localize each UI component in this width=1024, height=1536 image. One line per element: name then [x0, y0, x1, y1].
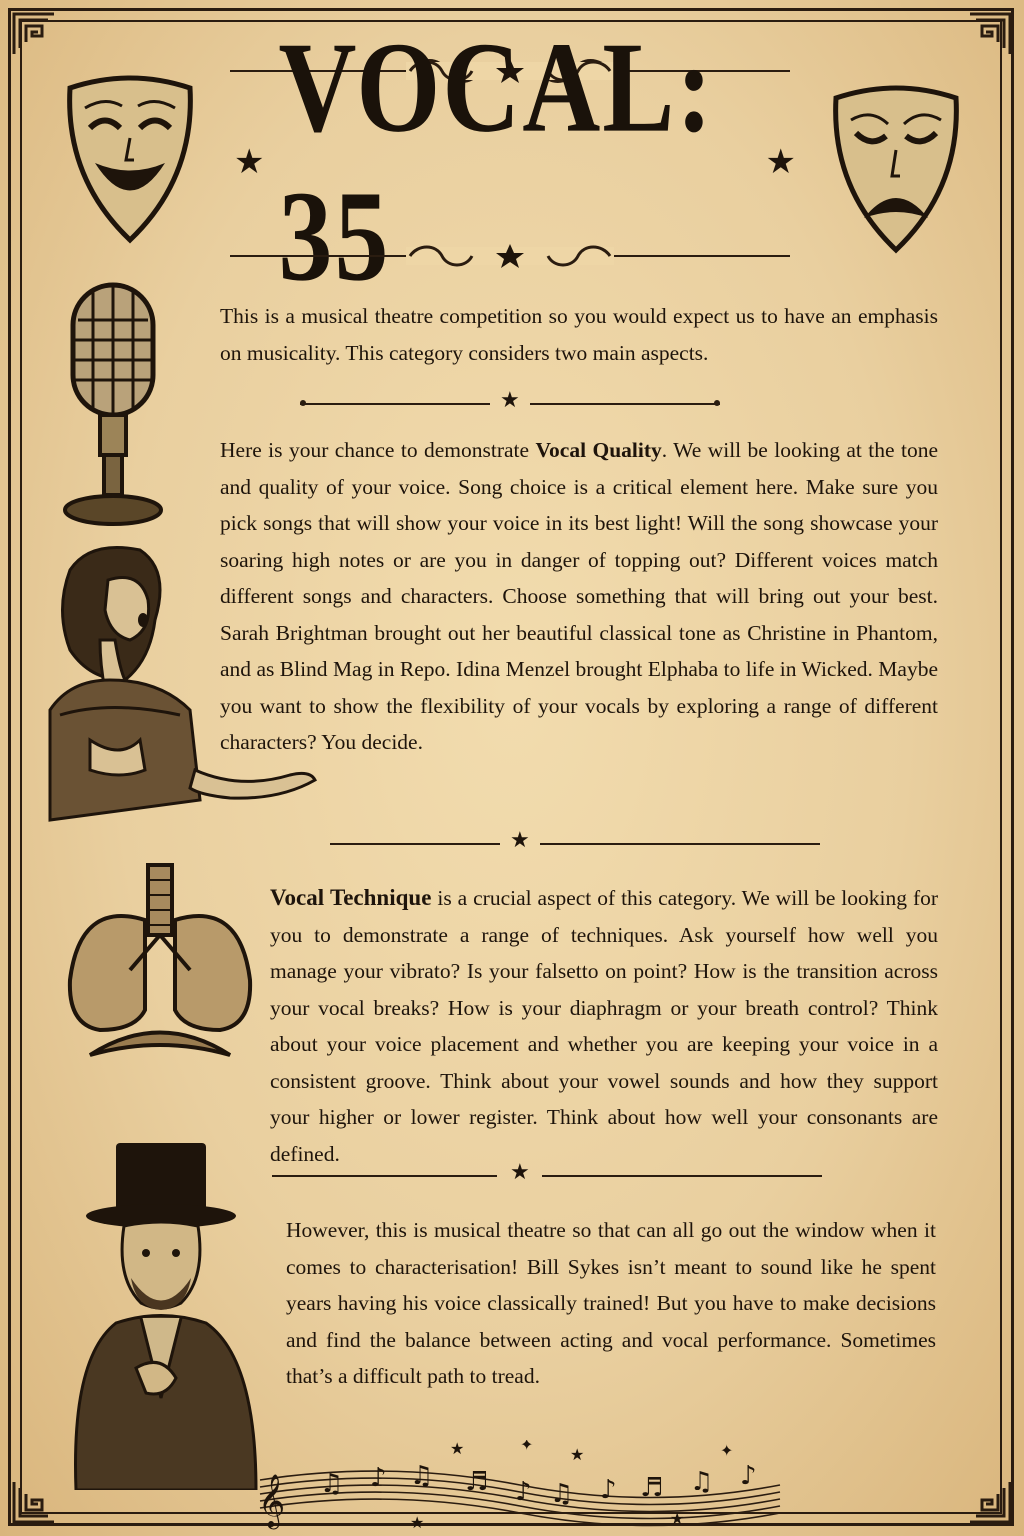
svg-text:★: ★: [410, 1513, 425, 1530]
quality-body-text: . We will be looking at the tone and quality of your voice. Song choice is a critical element here. Make sure you pick songs that will show your voice in its best light! Will the song showcase your soaring high notes or are you in danger of topping out? Different voices match different songs and characters. Choose something that will bring out your best. Sarah Brightman brought out her beautiful classical tone as Christine in Phantom, and as Blind Mag in Repo. Idina Menzel brought Elphaba to life in Wicked. Maybe you want to show the flexibility of your vocals by exploring a range of different characters? You decide.: [220, 438, 938, 754]
svg-text:★: ★: [670, 1509, 685, 1528]
corner-ornament-icon: [968, 12, 1012, 56]
svg-text:♪: ♪: [740, 1461, 757, 1491]
section-divider: [300, 387, 720, 414]
technique-body-text: is a crucial aspect of this category. We will be looking for you to demonstrate a range of techniques. Ask yourself how well you manage your vibrato? Is your falsetto on point? How is the transition across your vocal breaks? How is your diaphragm or your breath control? Think about your voice placement and whether you are keeping your voice in a consistent groove. Think about your vowel sounds and how they support your higher or lower register. Think about how well your consonants are defined.: [270, 886, 939, 1166]
corner-ornament-icon: [12, 12, 56, 56]
microphone-icon: [58, 280, 168, 530]
music-staff-icon: [250, 1440, 790, 1530]
top-hat-man-illustration: [56, 1138, 276, 1490]
vocal-technique-paragraph: [270, 880, 938, 1172]
svg-text:✦: ✦: [720, 1441, 734, 1460]
svg-text:♪: ♪: [370, 1463, 387, 1493]
section-divider: [272, 1159, 822, 1186]
lungs-icon: [60, 860, 260, 1080]
section-divider: [330, 827, 820, 854]
vocal-technique-heading: Vocal Technique: [270, 885, 432, 910]
page-title: VOCAL: 35: [278, 16, 715, 309]
vocal-quality-paragraph: [220, 432, 938, 761]
title-star-right: ★: [765, 144, 796, 181]
svg-text:♫: ♫: [320, 1469, 344, 1499]
svg-text:♫: ♫: [550, 1479, 574, 1509]
corner-ornament-icon: [968, 1480, 1012, 1524]
quality-lead-text: Here is your chance to demonstrate: [220, 438, 536, 462]
svg-text:✦: ✦: [520, 1440, 534, 1454]
svg-text:♪: ♪: [600, 1475, 617, 1505]
divider-star-icon: ★: [510, 827, 530, 852]
divider-star-icon: ★: [510, 1159, 530, 1184]
comedy-mask-icon: [60, 68, 200, 248]
corner-ornament-icon: [12, 1480, 56, 1524]
title-star-left: ★: [234, 144, 265, 181]
tragedy-mask-icon: [826, 78, 966, 258]
svg-text:★: ★: [570, 1445, 585, 1464]
scroll-ornament-icon: [230, 243, 790, 269]
svg-text:♫: ♫: [690, 1467, 714, 1497]
intro-paragraph: This is a musical theatre competition so you would expect us to have an emphasis on musicality. This category considers two main aspects.: [220, 304, 938, 365]
svg-text:♬: ♬: [465, 1467, 489, 1497]
characterisation-paragraph: However, this is musical theatre so that can all go out the window when it comes to characterisation! Bill Sykes isn’t meant to sound like he spent years having his voice classically trained! But you have to make decisions and find the balance between acting and vocal performance. Sometimes that’s a difficult path to tread.: [286, 1218, 936, 1388]
svg-text:♫: ♫: [410, 1461, 434, 1491]
svg-text:𝄞: 𝄞: [258, 1473, 286, 1527]
svg-text:♪: ♪: [515, 1477, 532, 1507]
title-row: [220, 16, 810, 309]
vocal-quality-heading: Vocal Quality: [535, 438, 662, 462]
svg-text:★: ★: [450, 1440, 465, 1458]
svg-text:♬: ♬: [640, 1473, 664, 1503]
divider-star-icon: ★: [500, 387, 520, 412]
